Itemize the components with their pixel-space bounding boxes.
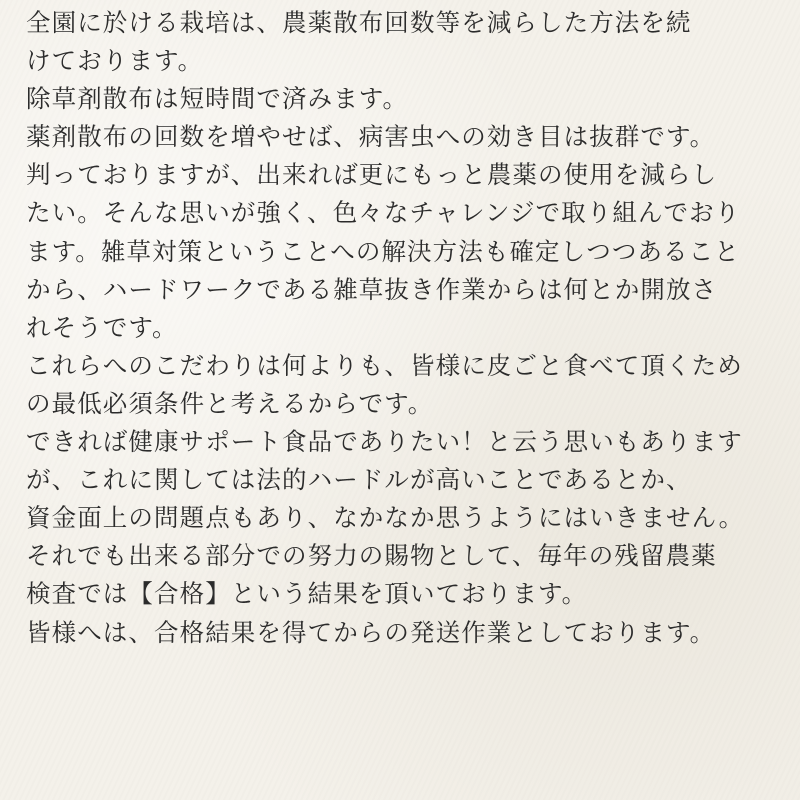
text-line: 除草剤散布は短時間で済みます。 [26,84,409,114]
text-line: 資金面上の問題点もあり、なかなか思うようにはいきません。 [26,503,745,533]
text-line: 検査では【合格】という結果を頂いております。 [26,579,588,609]
text-line: これらへのこだわりは何よりも、皆様に皮ごと食べて頂くため [26,350,743,380]
text-line: の最低必須条件と考えるからです。 [26,388,434,418]
text-line: から、ハードワークである雑草抜き作業からは何とか開放さ [26,274,718,304]
text-line: れそうです。 [26,312,178,342]
text-line: けております。 [26,46,204,76]
document-body [26,4,786,652]
text-line: できれば健康サポート食品でありたい！と云う思いもあります [26,427,743,457]
text-line: が、これに関しては法的ハードルが高いことであるとか、 [26,465,692,495]
text-line: たい。そんな思いが強く、色々なチャレンジで取り組んでおり [26,198,741,228]
text-line: それでも出来る部分での努力の賜物として、毎年の残留農薬 [26,541,717,571]
text-line: 薬剤散布の回数を増やせば、病害虫への効き目は抜群です。 [26,122,716,152]
text-line: ます。雑草対策ということへの解決方法も確定しつつあること [26,236,740,266]
text-line: 全園に於ける栽培は、農薬散布回数等を減らした方法を続 [26,8,692,37]
text-line: 皆様へは、合格結果を得てからの発送作業としております。 [26,617,716,647]
text-line: 判っておりますが、出来れば更にもっと農薬の使用を減らし [26,160,718,190]
